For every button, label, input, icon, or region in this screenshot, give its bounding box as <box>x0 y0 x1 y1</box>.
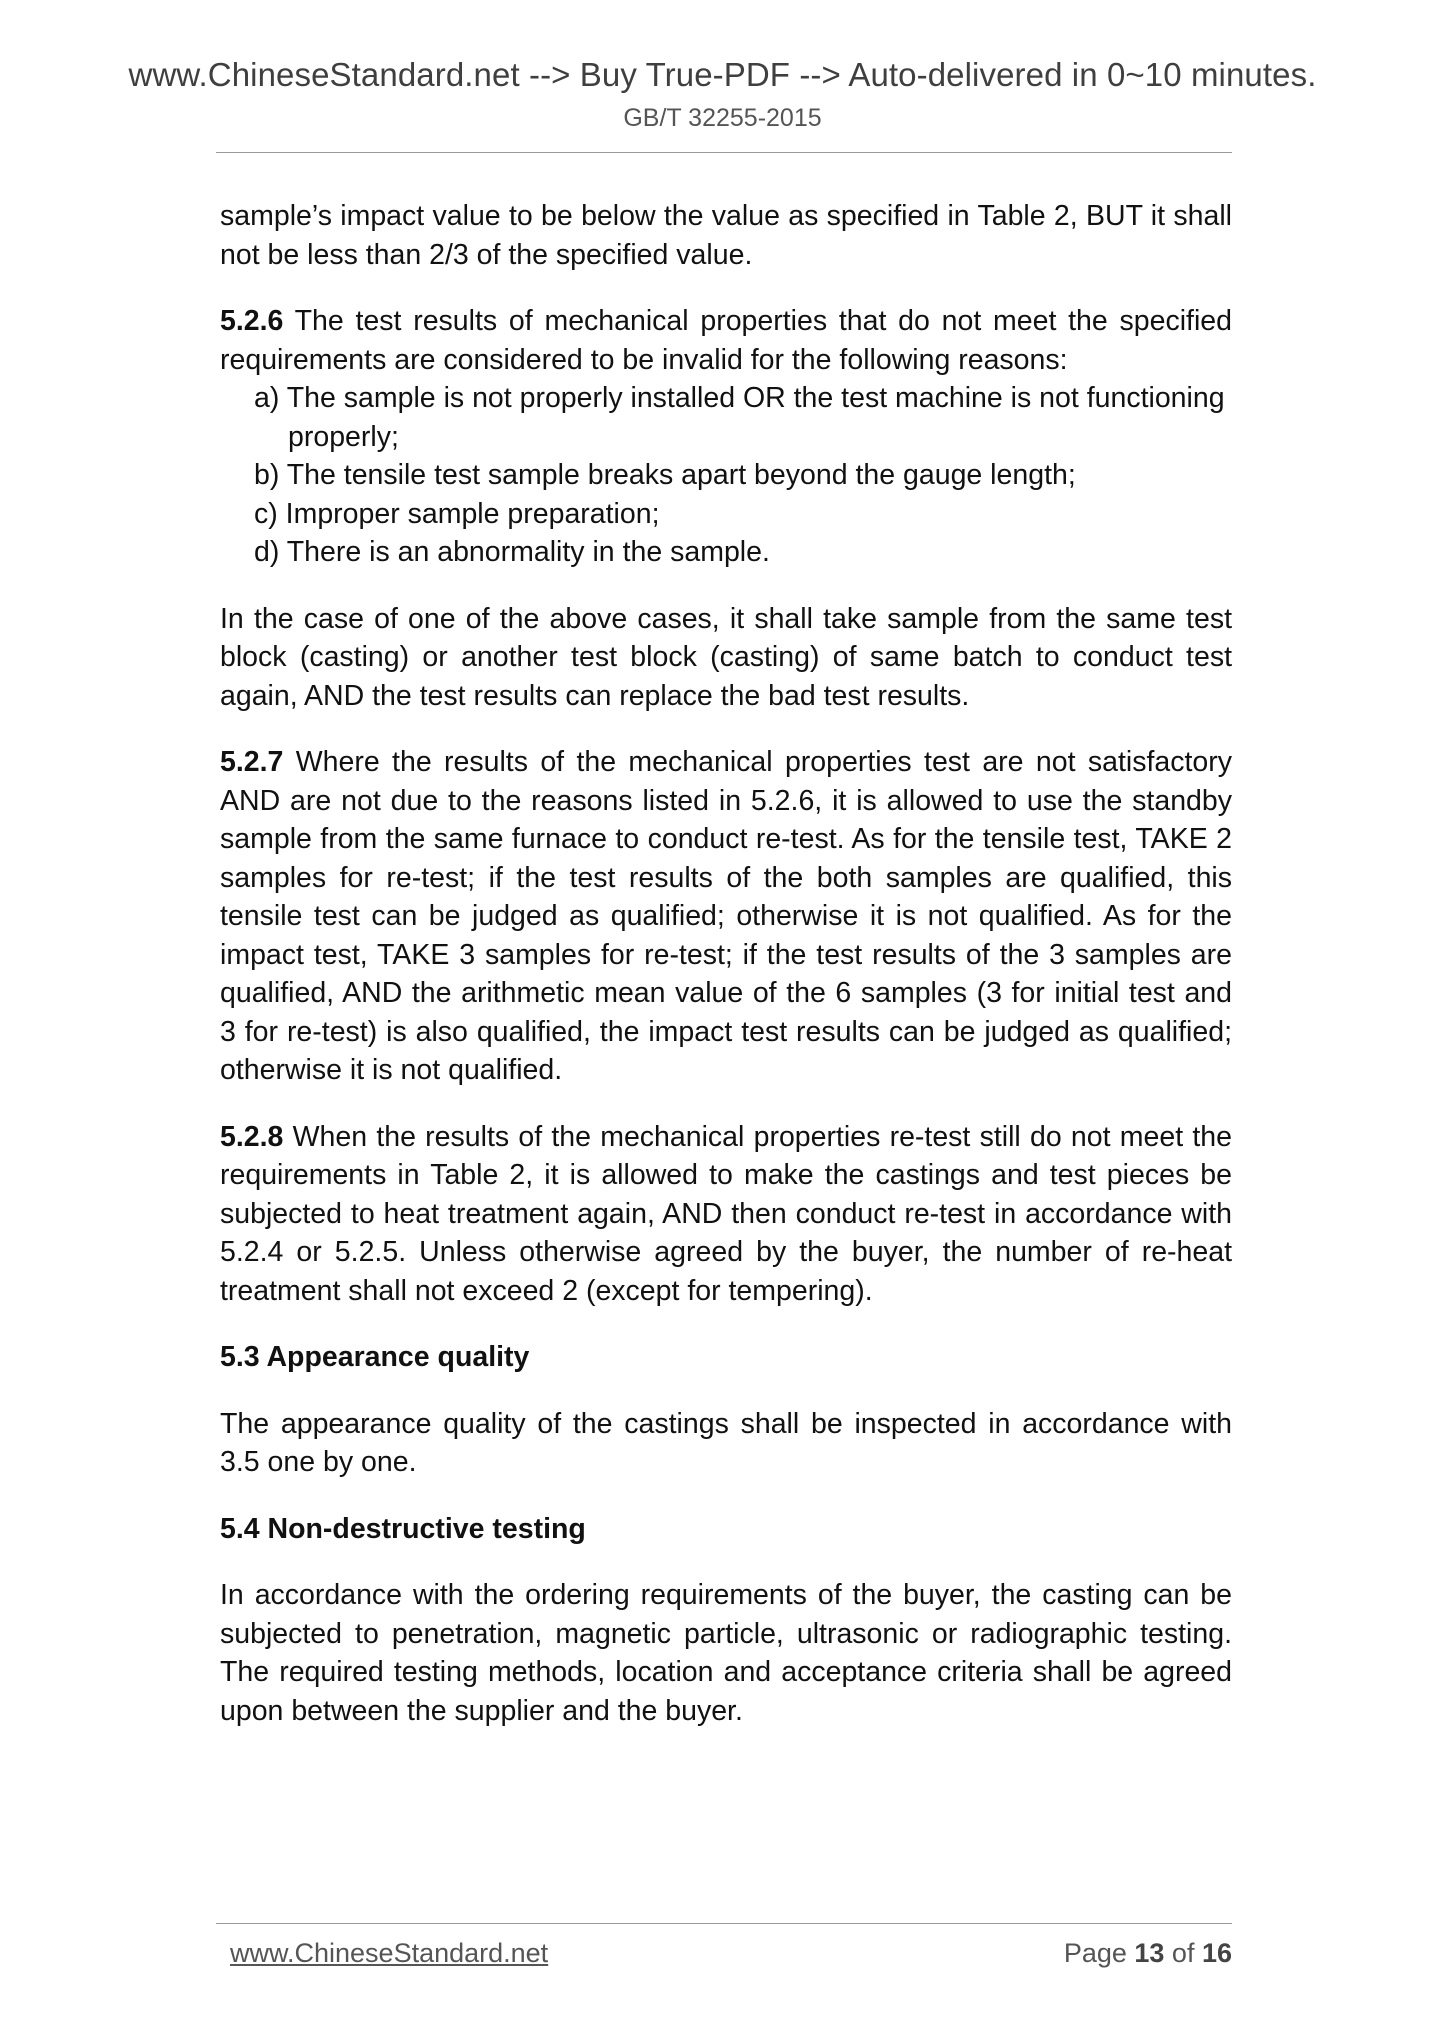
section-5-3-text: The appearance quality of the castings shall be inspected in accordance with 3.5 one by one. <box>220 1407 1232 1478</box>
of-label: of <box>1164 1938 1202 1968</box>
page-content <box>220 197 1232 1730</box>
clause-5-2-8 <box>220 1118 1232 1311</box>
total-pages: 16 <box>1201 1938 1232 1968</box>
page-label: Page <box>1063 1938 1135 1968</box>
clause-5-2-7 <box>220 743 1232 1090</box>
list-item-d: d) There is an abnormality in the sample. <box>254 536 770 568</box>
list-item-a: a) The sample is not properly installed OR the test machine is not functioning properly; <box>254 382 1225 453</box>
page-number <box>1064 1938 1232 1969</box>
header-banner: www.ChineseStandard.net --> Buy True-PDF --> Auto-delivered in 0~10 minutes. <box>128 56 1317 93</box>
clause-text: The test results of mechanical properties that do not meet the specified requirements are considered to be invalid for the following reasons: <box>220 305 1232 376</box>
clause-text: Where the results of the mechanical properties test are not satisfactory AND are not due to the reasons listed in 5.2.6, it is allowed to use the standby sample from the same furnace to conduct re-test. As for the tensile test, TAKE 2 samples for re-test; if the test results of the both samples are qualified, this tensile test can be judged as qualified; otherwise it is not qualified. As for the impact test, TAKE 3 samples for re-test; if the test results of the 3 samples are qualified, AND the arithmetic mean value of the 6 samples (3 for initial test and 3 for re-test) is also qualified, the impact test results can be judged as qualified; otherwise it is not qualified. <box>220 746 1232 1086</box>
section-heading-5-4: 5.4 Non-destructive testing <box>220 1512 586 1545</box>
clause-number: 5.2.7 <box>220 746 284 778</box>
clause-5-2-6 <box>220 302 1232 379</box>
section-5-4-text: In accordance with the ordering requirements of the buyer, the casting can be subjected to penetration, magnetic particle, ultrasonic or radiographic testing. The required testing methods, location and acceptance criteria shall be agreed upon between the supplier and the buyer. <box>220 1579 1232 1727</box>
footer-website-link[interactable]: www.ChineseStandard.net <box>230 1938 549 1968</box>
clause-number: 5.2.6 <box>220 305 284 337</box>
section-heading-5-3: 5.3 Appearance quality <box>220 1341 530 1373</box>
list-item-c: c) Improper sample preparation; <box>254 497 660 530</box>
document-id: GB/T 32255-2015 <box>623 104 822 132</box>
list-item-b: b) The tensile test sample breaks apart beyond the gauge length; <box>254 459 1076 491</box>
footer-divider <box>216 1923 1232 1924</box>
clause-5-2-6-followup: In the case of one of the above cases, it shall take sample from the same test block (casting) or another test block (casting) of same batch to conduct test again, AND the test results can replace the bad test results. <box>220 602 1232 712</box>
header-divider <box>216 152 1232 153</box>
clause-number: 5.2.8 <box>220 1120 284 1153</box>
clause-text: When the results of the mechanical properties re-test still do not meet the requirements in Table 2, it is allowed to make the castings and test pieces be subjected to heat treatment again, AND then conduct re-test in accordance with 5.2.4 or 5.2.5. Unless otherwise agreed by the buyer, the number of re-heat treatment shall not exceed 2 (except for tempering). <box>220 1120 1232 1307</box>
continuation-paragraph: sample’s impact value to be below the value as specified in Table 2, BUT it shall not be less than 2/3 of the specified value. <box>220 200 1232 271</box>
current-page: 13 <box>1134 1938 1165 1968</box>
